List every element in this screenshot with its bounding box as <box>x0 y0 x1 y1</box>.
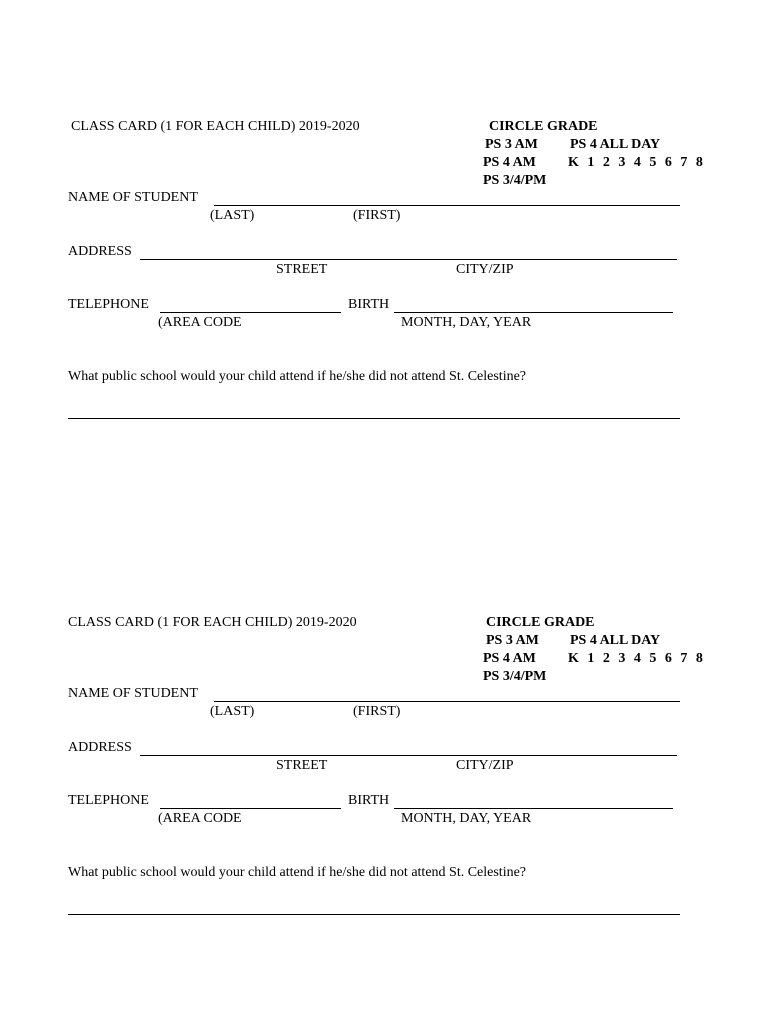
name-of-student-label: NAME OF STUDENT <box>68 190 198 205</box>
street-label: STREET <box>276 262 328 277</box>
grade-k-through-8[interactable]: K 1 2 3 4 5 6 7 8 <box>568 651 703 666</box>
first-name-label: (FIRST) <box>353 208 401 223</box>
circle-grade-heading: CIRCLE GRADE <box>489 119 598 134</box>
city-zip-label: CITY/ZIP <box>456 758 514 773</box>
month-day-year-label: MONTH, DAY, YEAR <box>401 811 532 826</box>
public-school-question: What public school would your child attend if he/she did not attend St. Celestine? <box>68 369 527 384</box>
card-title: CLASS CARD (1 FOR EACH CHILD) 2019-2020 <box>71 119 360 134</box>
address-label: ADDRESS <box>68 244 132 259</box>
public-school-question: What public school would your child attend if he/she did not attend St. Celestine? <box>68 865 527 880</box>
public-school-answer-field[interactable] <box>68 418 680 419</box>
birth-label: BIRTH <box>348 297 390 312</box>
telephone-field[interactable] <box>160 808 341 809</box>
telephone-label: TELEPHONE <box>68 297 149 312</box>
birth-field[interactable] <box>394 312 673 313</box>
area-code-label: (AREA CODE <box>158 315 242 330</box>
grade-ps4allday[interactable]: PS 4 ALL DAY <box>570 633 661 648</box>
first-name-label: (FIRST) <box>353 704 401 719</box>
city-zip-label: CITY/ZIP <box>456 262 514 277</box>
grade-k-through-8[interactable]: K 1 2 3 4 5 6 7 8 <box>568 155 703 170</box>
name-of-student-label: NAME OF STUDENT <box>68 686 198 701</box>
last-name-label: (LAST) <box>210 208 255 223</box>
card-title: CLASS CARD (1 FOR EACH CHILD) 2019-2020 <box>68 615 357 630</box>
circle-grade-heading: CIRCLE GRADE <box>486 615 595 630</box>
address-field[interactable] <box>140 755 677 756</box>
grade-ps3am[interactable]: PS 3 AM <box>486 633 539 648</box>
street-label: STREET <box>276 758 328 773</box>
telephone-label: TELEPHONE <box>68 793 149 808</box>
telephone-field[interactable] <box>160 312 341 313</box>
name-of-student-field[interactable] <box>214 205 680 206</box>
area-code-label: (AREA CODE <box>158 811 242 826</box>
grade-ps34pm[interactable]: PS 3/4/PM <box>483 669 547 684</box>
name-of-student-field[interactable] <box>214 701 680 702</box>
grade-ps34pm[interactable]: PS 3/4/PM <box>483 173 547 188</box>
grade-ps3am[interactable]: PS 3 AM <box>485 137 538 152</box>
class-card-2 <box>0 496 770 880</box>
month-day-year-label: MONTH, DAY, YEAR <box>401 315 532 330</box>
grade-ps4am[interactable]: PS 4 AM <box>483 155 536 170</box>
address-field[interactable] <box>140 259 677 260</box>
last-name-label: (LAST) <box>210 704 255 719</box>
address-label: ADDRESS <box>68 740 132 755</box>
class-card-1 <box>0 0 770 384</box>
grade-ps4am[interactable]: PS 4 AM <box>483 651 536 666</box>
birth-label: BIRTH <box>348 793 390 808</box>
public-school-answer-field[interactable] <box>68 914 680 915</box>
grade-ps4allday[interactable]: PS 4 ALL DAY <box>570 137 661 152</box>
birth-field[interactable] <box>394 808 673 809</box>
